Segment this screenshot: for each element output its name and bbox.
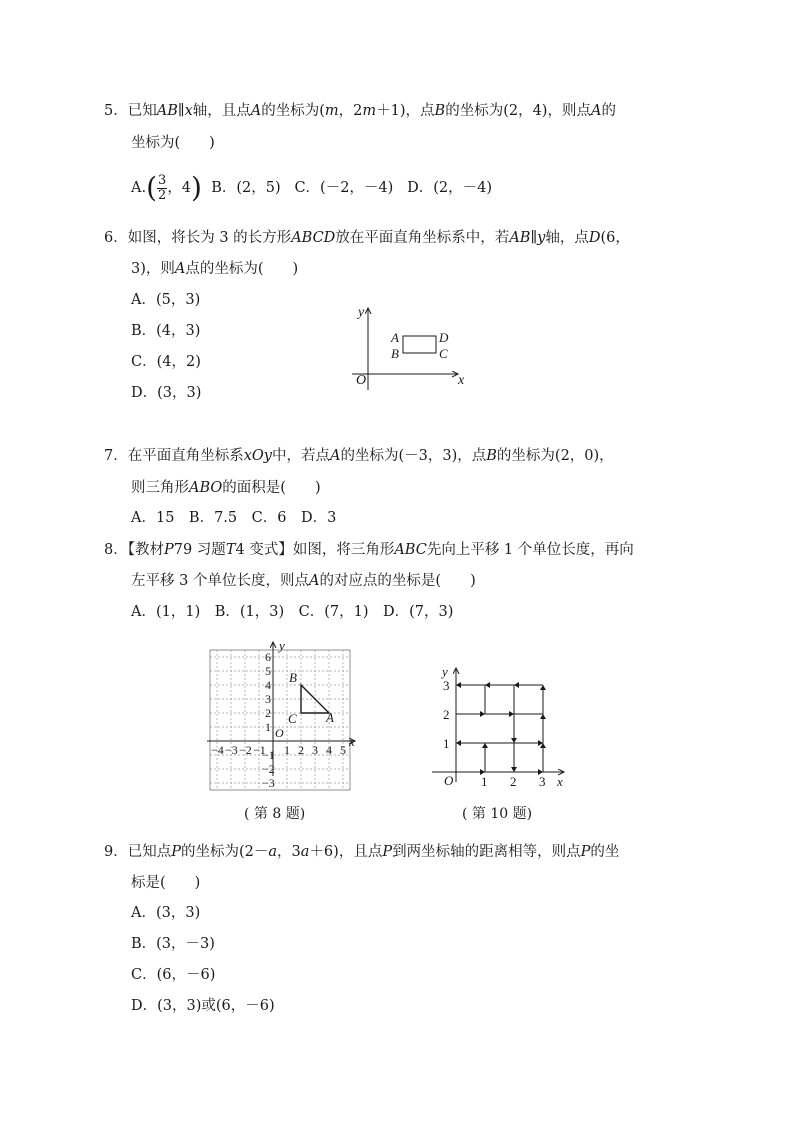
q6-option-b: B．(4，3) [131,323,201,339]
q9-option-d: D．(3，3)或(6，－6) [131,998,275,1014]
q7-text: 在平面直角坐标系 [127,448,244,464]
q8-y-tick-label: 2 [265,706,271,720]
fig10-figure [432,662,572,788]
q5-option-d: D．(2，－4) [407,180,493,196]
q9-option-a: A．(3，3) [131,905,201,921]
q5-text: ∥ [177,103,185,119]
q8-y-tick-label: −1 [262,748,275,762]
fig10-y-tick-label: 3 [443,678,450,693]
q5-text: 的 [601,103,616,119]
q8-x-tick-label: 3 [312,743,318,757]
q9-text: P [580,844,591,860]
q5-text: 的坐标为( [261,103,325,119]
q5-number: 5． [104,103,128,119]
q5-text: x [184,103,193,119]
q9-option-c: C．(6，－6) [131,967,216,983]
fig10-origin-label: O [444,773,454,788]
q6-line2 [131,259,298,279]
q5-text: ，2 [338,103,363,119]
q9-text: ＋6)，且点 [309,844,383,860]
fig10-caption: ( 第 10 题) [462,806,533,822]
q9-text: a [300,844,310,860]
fig10-arrow-paths [456,685,543,772]
fig10-y-tick-label: 1 [443,736,450,751]
q6-text: 点的坐标为( ) [185,261,299,277]
q7-text: 的坐标为(－3，3)，点 [340,448,487,464]
q8-text: ABC [394,542,427,558]
q5-option-b: B．(2，5) [211,180,281,196]
q6-option-a: A．(5，3) [131,292,201,308]
q9-line1 [104,842,619,862]
q8-point-b: B [289,670,297,685]
q9-text: a [268,844,278,860]
q5-text: A [250,103,262,119]
q8-figure [205,638,365,790]
q5-line2: 坐标为( ) [131,135,215,151]
q6-y-label: y [358,305,365,320]
q7-number: 7． [104,448,128,464]
q8-x-tick-label: 5 [340,743,346,757]
q9-number: 9． [104,844,128,860]
q5-option-c: C．(－2，－4) [294,180,394,196]
q8-x-tick-label: 1 [284,743,290,757]
q9-line2: 标是( ) [131,875,201,891]
q6-origin-label: O [356,373,367,388]
fig10-x-label: x [557,774,563,789]
q5-text: 已知 [127,103,157,119]
q8-y-tick-label: 4 [265,678,271,692]
q6-text: 3)，则 [131,261,175,277]
q6-text: y [537,230,546,246]
fig10-x-tick-label: 2 [510,774,517,789]
q6-text: A [174,261,186,277]
q6-point-d: D [439,330,449,345]
q8-x-tick-label: −4 [211,743,224,757]
q9-text: P [382,844,393,860]
q5-text: AB [156,103,178,119]
q8-x-tick-label: 4 [326,743,332,757]
q7-text: 的坐标为(2，0)， [496,448,614,464]
q6-option-d: D．(3，3) [131,385,202,401]
q6-text: D [588,230,601,246]
q6-point-b: B [391,346,399,361]
q8-text: T [225,542,236,558]
q6-text: (6， [600,230,630,246]
fig10-x-tick-label: 1 [481,774,488,789]
q8-origin-label: O [275,726,284,740]
q8-text: 左平移 3 个单位长度，则点 [131,573,309,589]
q8-triangle [301,685,329,713]
q6-text: AB [509,230,531,246]
q9-text: 到两坐标轴的距离相等，则点 [392,844,581,860]
q9-text: 已知点 [127,844,172,860]
q8-options: A．(1，1) B．(1，3) C．(7，1) D．(7，3) [131,604,454,620]
q5-text: m [324,103,339,119]
q7-options: A．15 B．7.5 C．6 D．3 [131,510,337,526]
q6-line1 [104,228,630,248]
q5-line1 [104,101,616,121]
q8-point-c: C [288,711,297,726]
q9-text: ，3 [277,844,301,860]
q5-text: 的坐标为(2，4)，则点 [445,103,591,119]
q7-text: ABO [189,480,223,496]
q6-option-c: C．(4，2) [131,354,201,370]
q8-text: 的对应点的坐标是( ) [319,573,476,589]
q5-text: m [362,103,377,119]
q8-x-tick-label: −2 [239,743,252,757]
fig10-y-label: y [442,664,448,679]
q8-line1 [104,540,634,560]
q6-rectangle [403,336,436,353]
q6-number: 6． [104,230,128,246]
q8-text: A [308,573,320,589]
q8-y-label: y [279,638,285,653]
q8-caption: ( 第 8 题) [244,806,306,822]
q6-point-c: C [439,346,448,361]
q6-x-label: x [458,373,465,388]
q8-x-tick-label: 2 [298,743,304,757]
q8-line2 [131,571,476,591]
q8-y-tick-label: 6 [265,650,271,664]
q9-text: 的坐标为(2－ [181,844,269,860]
q7-text: B [486,448,497,464]
q9-option-b: B．(3，－3) [131,936,215,952]
q5-option-a-rest: ，4 [167,180,192,196]
q8-number: 8． [104,542,128,558]
q5-text: A [590,103,602,119]
q8-x-tick-label: −3 [225,743,238,757]
q5-text: B [434,103,446,119]
q5-text: ＋1)，点 [376,103,435,119]
q5-option-a: A.( $\frac{3}{2}$ ，4) [131,171,202,204]
q6-point-a: A [391,330,399,345]
q6-text: ABCD [291,230,336,246]
q8-x-label: x [349,734,355,749]
q5-fraction [157,174,167,203]
q5-fraction-numerator: 3 [158,172,167,188]
q6-text: 放在平面直角坐标系中，若 [335,230,510,246]
q8-text: 【教材 [127,542,164,558]
q6-text: ∥ [530,230,538,246]
q8-text: 79 习题 [173,542,226,558]
q8-text: 先向上平移 1 个单位长度，再向 [426,542,634,558]
fig10-x-tick-label: 3 [539,774,546,789]
q6-text: 如图，将长为 3 的长方形 [127,230,292,246]
q8-x-tick-label: −1 [253,743,266,757]
q8-point-a: A [326,710,334,725]
q7-text: 的面积是( ) [222,480,321,496]
q5-text: 轴，且点 [192,103,251,119]
q8-y-tick-label: 3 [265,692,271,706]
q7-line2 [131,478,321,498]
q6-figure [350,300,480,395]
q6-text: 轴，点 [545,230,589,246]
q7-text: A [330,448,341,464]
q7-text: xOy [243,448,272,464]
q7-text: 中，若点 [272,448,330,464]
q9-text: P [171,844,181,860]
q5-option-a-label: A. [131,180,147,196]
q8-y-tick-label: −2 [262,762,275,776]
q8-y-tick-label: 1 [265,720,271,734]
q9-text: 的坐 [590,844,620,860]
q5-options [131,168,492,208]
fig10-y-tick-label: 2 [443,707,450,722]
q5-fraction-denominator: 2 [158,187,167,203]
q8-text: 4 变式】如图，将三角形 [235,542,395,558]
q8-y-tick-label: 5 [265,664,271,678]
q8-text: P [163,542,174,558]
q8-y-tick-label: −3 [262,776,275,790]
q7-line1 [104,446,614,466]
q7-text: 则三角形 [131,480,189,496]
